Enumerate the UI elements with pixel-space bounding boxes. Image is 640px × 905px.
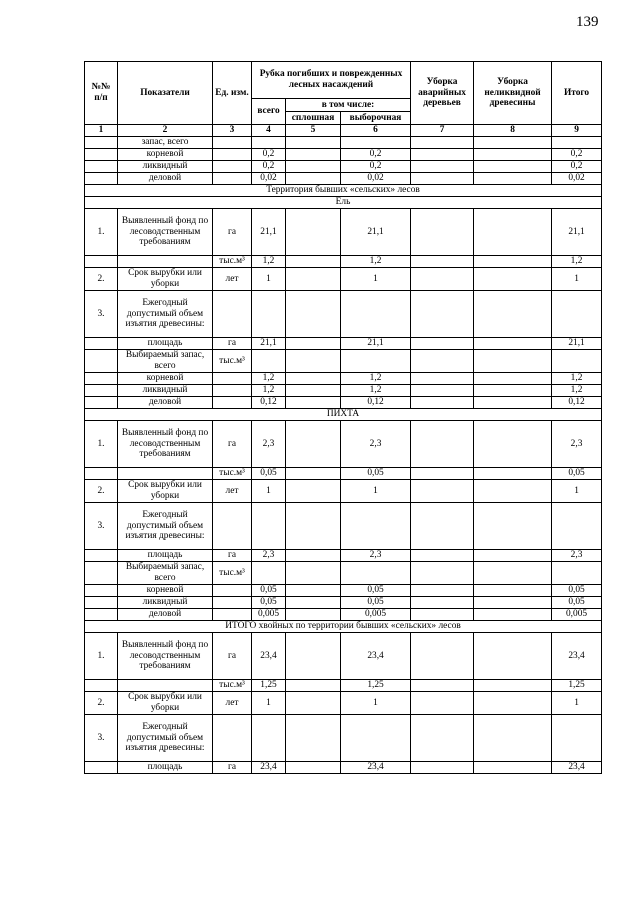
table-row: запас, всего: [85, 137, 602, 149]
table-row: 1. Выявленный фонд по лесоводственным требованиям га 23,4 23,4 23,4: [85, 633, 602, 680]
header-total-sub: всего: [252, 99, 286, 125]
table-row: 3. Ежегодный допустимый объем изъятия древесины:: [85, 715, 602, 762]
header-number-row: 1 2 3 4 5 6 7 8 9: [85, 125, 602, 137]
table-row: 1. Выявленный фонд по лесоводственным требованиям га 2,3 2,3 2,3: [85, 421, 602, 468]
header-emergency: Уборка аварийных деревьев: [411, 62, 474, 125]
section-title: Территория бывших «сельских» лесов: [85, 185, 602, 197]
header-nonliquid: Уборка неликвидной древесины: [474, 62, 552, 125]
table-row: площадь га 21,1 21,1 21,1: [85, 338, 602, 350]
table-row: тыс.м³ 1,2 1,2 1,2: [85, 256, 602, 268]
table-row: Выбираемый запас, всего тыс.м³: [85, 562, 602, 585]
header-itogo: Итого: [552, 62, 602, 125]
table-row: площадь га 2,3 2,3 2,3: [85, 550, 602, 562]
table-row: корневой 0,2 0,2 0,2: [85, 149, 602, 161]
header-including: в том числе:: [286, 99, 411, 112]
header-num: №№ п/п: [85, 62, 118, 125]
final-title: ИТОГО хвойных по территории бывших «сельских» лесов: [85, 621, 602, 633]
table-row: 3. Ежегодный допустимый объем изъятия древесины:: [85, 503, 602, 550]
header-clear: сплошная: [286, 112, 341, 125]
table-row: деловой 0,02 0,02 0,02: [85, 173, 602, 185]
table-row: ликвидный 0,05 0,05 0,05: [85, 597, 602, 609]
table-row: деловой 0,005 0,005 0,005: [85, 609, 602, 621]
table-row: площадь га 23,4 23,4 23,4: [85, 762, 602, 774]
header-felling-group: Рубка погибших и поврежденных лесных насаждений: [252, 62, 411, 99]
table-row: корневой 1,2 1,2 1,2: [85, 373, 602, 385]
header-unit: Ед. изм.: [213, 62, 252, 125]
table-row: ликвидный 1,2 1,2 1,2: [85, 385, 602, 397]
table-row: 2. Срок вырубки или уборки лет 1 1 1: [85, 692, 602, 715]
header-selective: выборочная: [341, 112, 411, 125]
table-row: 2. Срок вырубки или уборки лет 1 1 1: [85, 480, 602, 503]
table-row: деловой 0,12 0,12 0,12: [85, 397, 602, 409]
block-title-fir: ПИХТА: [85, 409, 602, 421]
table-row: тыс.м³ 0,05 0,05 0,05: [85, 468, 602, 480]
table-row: 1. Выявленный фонд по лесоводственным требованиям га 21,1 21,1 21,1: [85, 209, 602, 256]
forest-felling-table: [84, 61, 602, 774]
page-number: 139: [576, 14, 599, 30]
table-row: тыс.м³ 1,25 1,25 1,25: [85, 680, 602, 692]
table-row: ликвидный 0,2 0,2 0,2: [85, 161, 602, 173]
table-row: Выбираемый запас, всего тыс.м³: [85, 350, 602, 373]
block-title-spruce: Ель: [85, 197, 602, 209]
table-row: 3. Ежегодный допустимый объем изъятия древесины:: [85, 291, 602, 338]
table-row: корневой 0,05 0,05 0,05: [85, 585, 602, 597]
header-indicator: Показатели: [118, 62, 213, 125]
table-row: 2. Срок вырубки или уборки лет 1 1 1: [85, 268, 602, 291]
